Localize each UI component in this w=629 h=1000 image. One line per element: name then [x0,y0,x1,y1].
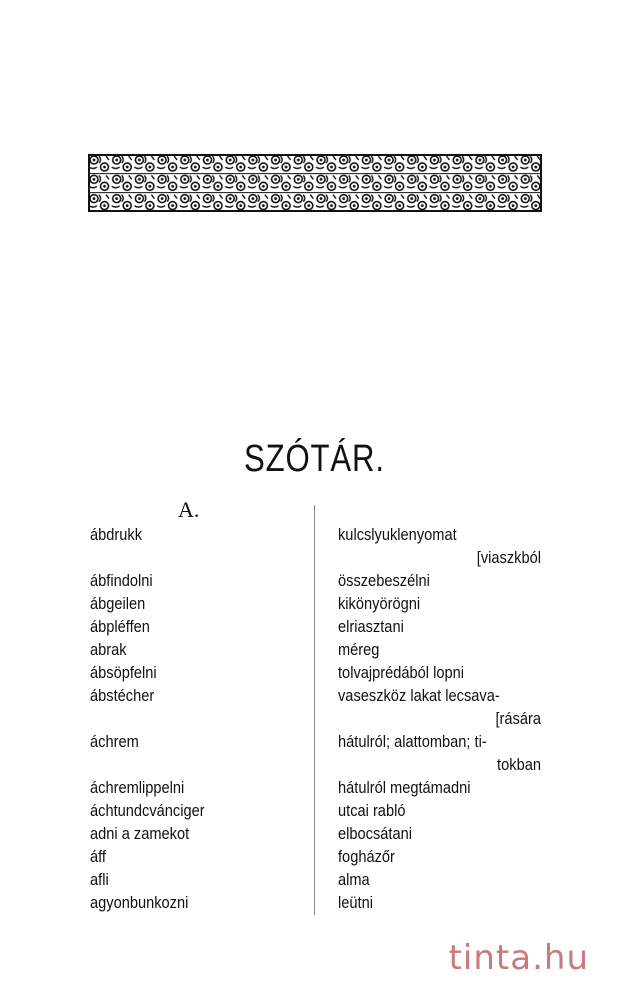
headword-blank [90,707,205,730]
headword-blank [90,753,205,776]
headword: ábsöpfelni [90,663,157,682]
headword: áchrem [90,732,139,751]
headword: abrak [90,640,127,659]
definition: hátulról; alattomban; ti- [338,732,487,751]
definition: alma [338,870,370,889]
headword: agyonbunkozni [90,893,189,912]
definition: méreg [338,640,380,659]
headword: ábgeilen [90,594,146,613]
definition: elriasztani [338,617,404,636]
definition: vaseszköz lakat lecsava- [338,686,500,705]
headword: áchtundcvánciger [90,801,205,820]
headword-column [90,523,205,914]
headword: ábfindolni [90,571,153,590]
definition: tolvajprédából lopni [338,663,464,682]
definition: elbocsátani [338,824,412,843]
definition-column [338,523,544,914]
definition: hátulról megtámadni [338,778,471,797]
definition-continuation: [rására [495,709,541,728]
headword: áff [90,847,106,866]
definition: kulcslyuklenyomat [338,525,457,544]
definition: fogházőr [338,847,395,866]
headword: áchremlippelni [90,778,185,797]
section-letter: A. [178,497,200,522]
definition: utcai rabló [338,801,406,820]
definition: kikönyörögni [338,594,421,613]
headword: ábdrukk [90,525,143,544]
decorative-ornament-band [88,154,542,212]
watermark-logo: tinta.hu [448,938,589,978]
headword-blank [90,546,205,569]
column-divider [314,505,315,915]
headword: adni a zamekot [90,824,190,843]
page-title: SZÓTÁR. [244,438,385,480]
definition-continuation: [viaszkból [476,548,541,567]
definition: összebeszélni [338,571,430,590]
headword: ábstécher [90,686,155,705]
definition: leütni [338,893,373,912]
headword: ábpléffen [90,617,150,636]
definition-continuation: tokban [497,755,541,774]
headword: afli [90,870,109,889]
